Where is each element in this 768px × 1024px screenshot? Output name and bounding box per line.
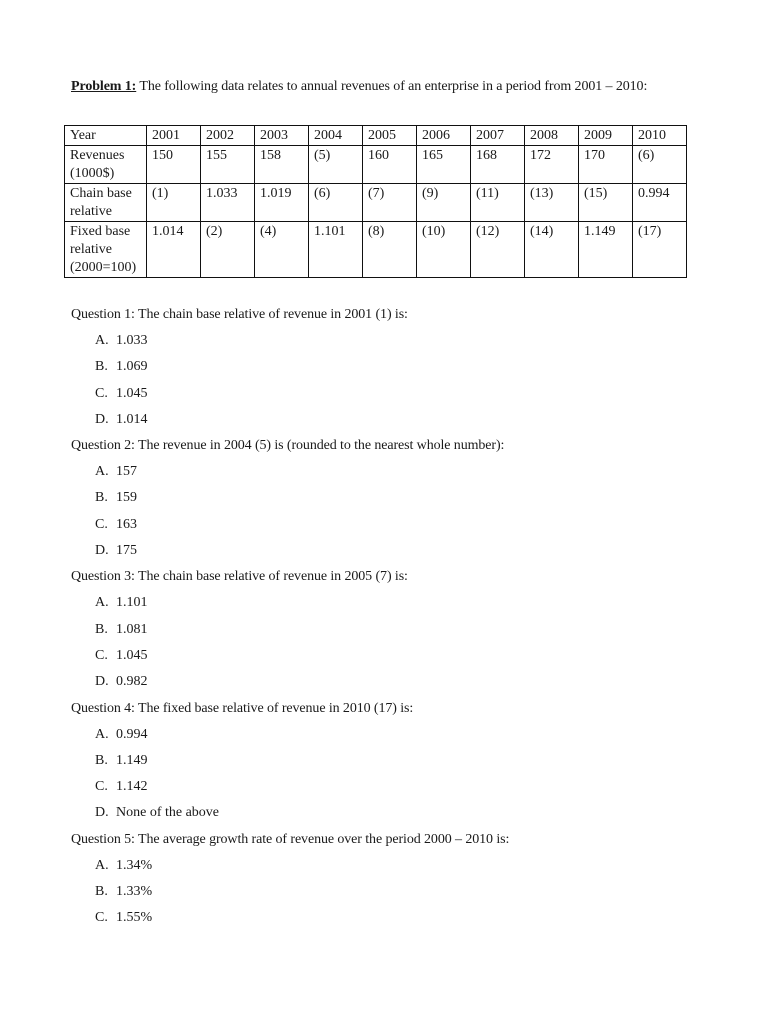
option-text: 1.069: [116, 359, 148, 375]
problem-description: The following data relates to annual revenues of an enterprise in a period from 2001 – 2010:: [136, 79, 648, 94]
table-cell: (13): [525, 184, 579, 222]
answer-option: [95, 354, 711, 380]
table-cell: 150: [147, 146, 201, 184]
table-cell: 1.149: [579, 222, 633, 278]
questions-section: [71, 302, 711, 932]
option-text: 1.55%: [116, 910, 153, 926]
table-cell: 168: [471, 146, 525, 184]
option-letter: A.: [95, 333, 109, 348]
table-cell: (17): [633, 222, 687, 278]
table-cell: (6): [309, 184, 363, 222]
answer-option: [95, 381, 711, 407]
answer-option: [95, 407, 711, 433]
table-cell: 2002: [201, 126, 255, 146]
table-cell: (6): [633, 146, 687, 184]
table-cell: 2006: [417, 126, 471, 146]
answer-option: [95, 617, 711, 643]
table-cell: 1.033: [201, 184, 255, 222]
answer-option: [95, 459, 711, 485]
option-letter: B.: [95, 490, 108, 506]
answer-option: [95, 905, 711, 931]
answer-option: [95, 853, 711, 879]
table-cell: 2005: [363, 126, 417, 146]
table-cell: 0.994: [633, 184, 687, 222]
table-cell: (14): [525, 222, 579, 278]
table-row: [65, 222, 687, 278]
question-text: Question 5: The average growth rate of revenue over the period 2000 – 2010 is:: [71, 831, 510, 847]
answer-options: [71, 722, 711, 827]
option-text: 1.101: [116, 595, 148, 611]
option-letter: D.: [95, 411, 109, 427]
table-cell: 160: [363, 146, 417, 184]
option-letter: D.: [95, 543, 109, 559]
table-row: [65, 146, 687, 184]
option-text: 163: [116, 516, 137, 532]
table-cell: 2003: [255, 126, 309, 146]
option-letter: C.: [95, 647, 108, 663]
question-text: Question 2: The revenue in 2004 (5) is (rounded to the nearest whole number):: [71, 438, 505, 454]
table-cell: 2010: [633, 126, 687, 146]
answer-option: [95, 774, 711, 800]
question-text: Question 3: The chain base relative of revenue in 2005 (7) is:: [71, 569, 408, 585]
problem-intro: [71, 75, 691, 99]
answer-options: [71, 590, 711, 695]
option-text: 1.033: [116, 333, 148, 348]
option-text: 1.149: [116, 752, 148, 768]
revenue-table: [64, 125, 687, 278]
table-cell: (5): [309, 146, 363, 184]
answer-options: [71, 328, 711, 433]
option-letter: A.: [95, 726, 109, 742]
option-text: 1.34%: [116, 857, 153, 873]
option-text: 1.045: [116, 385, 148, 401]
table-cell: 165: [417, 146, 471, 184]
table-cell: 2007: [471, 126, 525, 146]
table-cell: (7): [363, 184, 417, 222]
option-letter: A.: [95, 857, 109, 873]
table-cell: 1.101: [309, 222, 363, 278]
option-text: 1.142: [116, 779, 148, 795]
table-cell: 172: [525, 146, 579, 184]
option-text: 1.045: [116, 647, 148, 663]
option-letter: B.: [95, 752, 108, 768]
table-row: [65, 126, 687, 146]
answer-option: [95, 669, 711, 695]
answer-options: [71, 853, 711, 932]
answer-option: [95, 800, 711, 826]
table-cell: (2): [201, 222, 255, 278]
answer-option: [95, 512, 711, 538]
option-text: 1.081: [116, 621, 148, 637]
table-cell: (8): [363, 222, 417, 278]
table-cell: (4): [255, 222, 309, 278]
option-letter: B.: [95, 884, 108, 900]
option-letter: C.: [95, 385, 108, 401]
question-text: Question 1: The chain base relative of revenue in 2001 (1) is:: [71, 307, 408, 322]
table-cell: 1.014: [147, 222, 201, 278]
option-letter: C.: [95, 779, 108, 795]
row-header: Chain base relative: [65, 184, 147, 222]
option-text: 0.994: [116, 726, 148, 742]
option-letter: B.: [95, 359, 108, 375]
answer-option: [95, 328, 711, 354]
option-letter: A.: [95, 595, 109, 611]
answer-option: [95, 590, 711, 616]
table-row: [65, 184, 687, 222]
table-cell: 2008: [525, 126, 579, 146]
table-cell: 158: [255, 146, 309, 184]
option-text: 0.982: [116, 674, 148, 690]
option-text: 175: [116, 543, 137, 559]
answer-options: [71, 459, 711, 564]
option-text: 159: [116, 490, 137, 506]
option-text: 157: [116, 464, 137, 480]
option-letter: A.: [95, 464, 109, 480]
table-cell: 2001: [147, 126, 201, 146]
problem-heading: Problem 1:: [71, 79, 137, 94]
answer-option: [95, 643, 711, 669]
table-cell: 155: [201, 146, 255, 184]
table-cell: (15): [579, 184, 633, 222]
answer-option: [95, 722, 711, 748]
table-cell: (1): [147, 184, 201, 222]
question-text: Question 4: The fixed base relative of revenue in 2010 (17) is:: [71, 700, 414, 716]
option-letter: C.: [95, 910, 108, 926]
table-cell: (10): [417, 222, 471, 278]
option-letter: D.: [95, 674, 109, 690]
option-text: None of the above: [116, 805, 220, 821]
table-cell: 1.019: [255, 184, 309, 222]
answer-option: [95, 879, 711, 905]
row-header: Revenues (1000$): [65, 146, 147, 184]
answer-option: [95, 485, 711, 511]
table-cell: 2009: [579, 126, 633, 146]
option-letter: C.: [95, 516, 108, 532]
table-cell: (12): [471, 222, 525, 278]
option-letter: B.: [95, 621, 108, 637]
row-header: Year: [65, 126, 147, 146]
table-cell: (9): [417, 184, 471, 222]
table-cell: (11): [471, 184, 525, 222]
table-cell: 2004: [309, 126, 363, 146]
option-text: 1.014: [116, 411, 148, 427]
row-header: Fixed base relative (2000=100): [65, 222, 147, 278]
answer-option: [95, 538, 711, 564]
table-cell: 170: [579, 146, 633, 184]
option-letter: D.: [95, 805, 109, 821]
answer-option: [95, 748, 711, 774]
option-text: 1.33%: [116, 884, 153, 900]
